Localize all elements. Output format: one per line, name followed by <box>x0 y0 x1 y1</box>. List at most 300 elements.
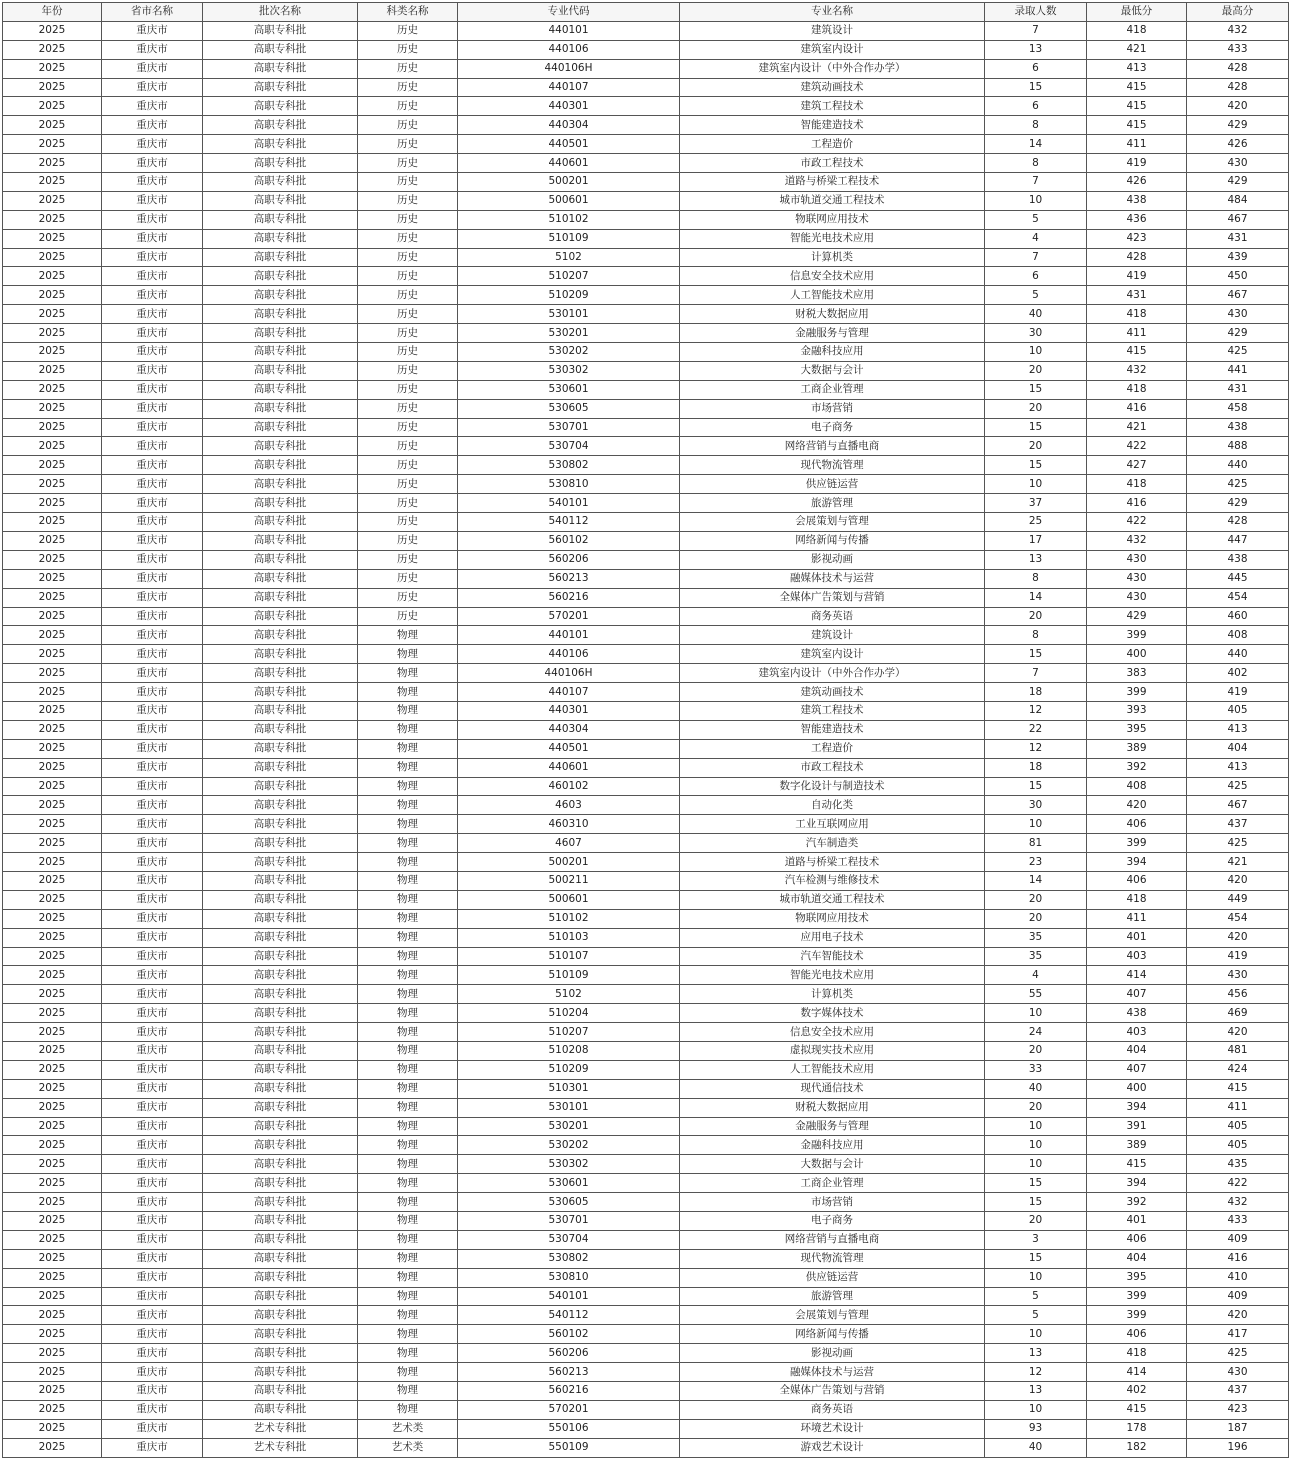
min-score-cell: 394 <box>1087 1098 1187 1117</box>
min-score-cell: 406 <box>1087 815 1187 834</box>
min-score-cell: 408 <box>1087 777 1187 796</box>
major-code-cell: 460310 <box>458 815 680 834</box>
admitted-count-cell: 8 <box>985 154 1087 173</box>
table-row <box>3 985 1289 1004</box>
major-name-cell: 金融科技应用 <box>680 1136 985 1155</box>
major-name-cell: 网络新闻与传播 <box>680 531 985 550</box>
batch-cell: 高职专科批 <box>203 1287 358 1306</box>
min-score-cell: 407 <box>1087 1060 1187 1079</box>
batch-cell: 高职专科批 <box>203 815 358 834</box>
table-row <box>3 135 1289 154</box>
major-code-cell: 440101 <box>458 626 680 645</box>
table-row <box>3 1041 1289 1060</box>
major-code-cell: 560213 <box>458 569 680 588</box>
batch-cell: 高职专科批 <box>203 796 358 815</box>
major-name-cell: 影视动画 <box>680 550 985 569</box>
major-name-cell: 网络新闻与传播 <box>680 1325 985 1344</box>
major-name-cell: 人工智能技术应用 <box>680 1060 985 1079</box>
major-name-cell: 建筑工程技术 <box>680 701 985 720</box>
batch-cell: 高职专科批 <box>203 588 358 607</box>
table-row <box>3 1438 1289 1457</box>
min-score-cell: 406 <box>1087 871 1187 890</box>
category-cell: 历史 <box>358 588 458 607</box>
year-cell: 2025 <box>3 173 102 192</box>
table-row <box>3 248 1289 267</box>
admitted-count-cell: 6 <box>985 59 1087 78</box>
min-score-cell: 411 <box>1087 135 1187 154</box>
batch-cell: 高职专科批 <box>203 1041 358 1060</box>
province-cell: 重庆市 <box>102 947 203 966</box>
province-cell: 重庆市 <box>102 1400 203 1419</box>
major-code-cell: 530601 <box>458 1174 680 1193</box>
min-score-cell: 429 <box>1087 607 1187 626</box>
min-score-cell: 421 <box>1087 40 1187 59</box>
batch-cell: 高职专科批 <box>203 909 358 928</box>
year-cell: 2025 <box>3 475 102 494</box>
table-row <box>3 1400 1289 1419</box>
major-name-cell: 网络营销与直播电商 <box>680 1230 985 1249</box>
year-cell: 2025 <box>3 569 102 588</box>
major-code-cell: 510109 <box>458 229 680 248</box>
min-score-cell: 421 <box>1087 418 1187 437</box>
category-cell: 物理 <box>358 947 458 966</box>
max-score-cell: 454 <box>1187 909 1289 928</box>
table-row <box>3 1098 1289 1117</box>
min-score-cell: 406 <box>1087 1230 1187 1249</box>
table-row <box>3 267 1289 286</box>
min-score-cell: 400 <box>1087 1079 1187 1098</box>
category-cell: 物理 <box>358 664 458 683</box>
province-cell: 重庆市 <box>102 1004 203 1023</box>
province-cell: 重庆市 <box>102 361 203 380</box>
year-cell: 2025 <box>3 985 102 1004</box>
year-cell: 2025 <box>3 664 102 683</box>
min-score-cell: 432 <box>1087 361 1187 380</box>
admitted-count-cell: 40 <box>985 305 1087 324</box>
year-cell: 2025 <box>3 1382 102 1401</box>
table-row <box>3 494 1289 513</box>
batch-cell: 高职专科批 <box>203 1136 358 1155</box>
major-name-cell: 物联网应用技术 <box>680 909 985 928</box>
major-code-cell: 440601 <box>458 758 680 777</box>
province-cell: 重庆市 <box>102 683 203 702</box>
min-score-cell: 392 <box>1087 1193 1187 1212</box>
province-cell: 重庆市 <box>102 456 203 475</box>
table-row <box>3 1117 1289 1136</box>
major-code-cell: 440101 <box>458 21 680 40</box>
province-cell: 重庆市 <box>102 380 203 399</box>
batch-cell: 高职专科批 <box>203 1004 358 1023</box>
batch-cell: 高职专科批 <box>203 248 358 267</box>
year-cell: 2025 <box>3 1325 102 1344</box>
province-cell: 重庆市 <box>102 645 203 664</box>
category-cell: 历史 <box>358 21 458 40</box>
batch-cell: 高职专科批 <box>203 531 358 550</box>
max-score-cell: 426 <box>1187 135 1289 154</box>
major-code-cell: 440501 <box>458 739 680 758</box>
min-score-cell: 415 <box>1087 116 1187 135</box>
max-score-cell: 430 <box>1187 1363 1289 1382</box>
major-name-cell: 汽车智能技术 <box>680 947 985 966</box>
category-cell: 物理 <box>358 815 458 834</box>
batch-cell: 高职专科批 <box>203 229 358 248</box>
min-score-cell: 423 <box>1087 229 1187 248</box>
category-cell: 历史 <box>358 361 458 380</box>
min-score-cell: 419 <box>1087 154 1187 173</box>
min-score-cell: 413 <box>1087 59 1187 78</box>
major-code-cell: 500601 <box>458 890 680 909</box>
max-score-cell: 439 <box>1187 248 1289 267</box>
major-code-cell: 570201 <box>458 607 680 626</box>
category-cell: 物理 <box>358 1268 458 1287</box>
admitted-count-cell: 10 <box>985 815 1087 834</box>
batch-cell: 高职专科批 <box>203 494 358 513</box>
max-score-cell: 408 <box>1187 626 1289 645</box>
major-name-cell: 智能光电技术应用 <box>680 966 985 985</box>
admitted-count-cell: 93 <box>985 1419 1087 1438</box>
max-score-cell: 469 <box>1187 1004 1289 1023</box>
admitted-count-cell: 15 <box>985 78 1087 97</box>
province-cell: 重庆市 <box>102 1249 203 1268</box>
major-name-cell: 计算机类 <box>680 985 985 1004</box>
major-name-cell: 电子商务 <box>680 1212 985 1231</box>
min-score-cell: 422 <box>1087 513 1187 532</box>
major-code-cell: 530704 <box>458 437 680 456</box>
max-score-cell: 458 <box>1187 399 1289 418</box>
batch-cell: 高职专科批 <box>203 116 358 135</box>
max-score-cell: 423 <box>1187 1400 1289 1419</box>
admitted-count-cell: 20 <box>985 361 1087 380</box>
category-cell: 物理 <box>358 1249 458 1268</box>
category-cell: 物理 <box>358 1155 458 1174</box>
table-row <box>3 1306 1289 1325</box>
category-cell: 物理 <box>358 777 458 796</box>
province-cell: 重庆市 <box>102 1136 203 1155</box>
admitted-count-cell: 81 <box>985 834 1087 853</box>
year-cell: 2025 <box>3 1079 102 1098</box>
table-row <box>3 456 1289 475</box>
table-row <box>3 1363 1289 1382</box>
category-cell: 历史 <box>358 40 458 59</box>
province-cell: 重庆市 <box>102 1268 203 1287</box>
table-row <box>3 399 1289 418</box>
admitted-count-cell: 15 <box>985 418 1087 437</box>
batch-cell: 高职专科批 <box>203 305 358 324</box>
table-row <box>3 909 1289 928</box>
batch-cell: 高职专科批 <box>203 1363 358 1382</box>
major-code-cell: 500601 <box>458 191 680 210</box>
min-score-cell: 383 <box>1087 664 1187 683</box>
major-code-cell: 540101 <box>458 1287 680 1306</box>
major-code-cell: 510103 <box>458 928 680 947</box>
max-score-cell: 488 <box>1187 437 1289 456</box>
max-score-cell: 445 <box>1187 569 1289 588</box>
major-name-cell: 工程造价 <box>680 739 985 758</box>
major-name-cell: 信息安全技术应用 <box>680 1023 985 1042</box>
province-cell: 重庆市 <box>102 928 203 947</box>
province-cell: 重庆市 <box>102 815 203 834</box>
admitted-count-cell: 5 <box>985 1287 1087 1306</box>
major-name-cell: 道路与桥梁工程技术 <box>680 853 985 872</box>
category-cell: 历史 <box>358 437 458 456</box>
major-name-cell: 金融服务与管理 <box>680 1117 985 1136</box>
table-row <box>3 777 1289 796</box>
min-score-cell: 418 <box>1087 1344 1187 1363</box>
province-cell: 重庆市 <box>102 418 203 437</box>
max-score-cell: 411 <box>1187 1098 1289 1117</box>
max-score-cell: 424 <box>1187 1060 1289 1079</box>
province-cell: 重庆市 <box>102 40 203 59</box>
min-score-cell: 418 <box>1087 380 1187 399</box>
province-cell: 重庆市 <box>102 1363 203 1382</box>
province-cell: 重庆市 <box>102 191 203 210</box>
min-score-cell: 399 <box>1087 683 1187 702</box>
year-cell: 2025 <box>3 1004 102 1023</box>
province-cell: 重庆市 <box>102 1212 203 1231</box>
admitted-count-cell: 20 <box>985 1041 1087 1060</box>
batch-cell: 高职专科批 <box>203 947 358 966</box>
max-score-cell: 421 <box>1187 853 1289 872</box>
major-name-cell: 金融科技应用 <box>680 343 985 362</box>
major-name-cell: 智能光电技术应用 <box>680 229 985 248</box>
min-score-cell: 414 <box>1087 966 1187 985</box>
max-score-cell: 429 <box>1187 173 1289 192</box>
major-code-cell: 530202 <box>458 343 680 362</box>
min-score-cell: 404 <box>1087 1249 1187 1268</box>
major-code-cell: 440601 <box>458 154 680 173</box>
table-row <box>3 1023 1289 1042</box>
min-score-cell: 391 <box>1087 1117 1187 1136</box>
max-score-cell: 402 <box>1187 664 1289 683</box>
batch-cell: 高职专科批 <box>203 267 358 286</box>
province-cell: 重庆市 <box>102 871 203 890</box>
major-name-cell: 工程造价 <box>680 135 985 154</box>
admitted-count-cell: 10 <box>985 1400 1087 1419</box>
header-admitted: 录取人数 <box>985 3 1087 22</box>
major-code-cell: 530704 <box>458 1230 680 1249</box>
table-row <box>3 588 1289 607</box>
max-score-cell: 437 <box>1187 1382 1289 1401</box>
year-cell: 2025 <box>3 267 102 286</box>
max-score-cell: 432 <box>1187 1193 1289 1212</box>
batch-cell: 高职专科批 <box>203 1400 358 1419</box>
year-cell: 2025 <box>3 116 102 135</box>
major-name-cell: 供应链运营 <box>680 475 985 494</box>
year-cell: 2025 <box>3 645 102 664</box>
table-row <box>3 853 1289 872</box>
year-cell: 2025 <box>3 1344 102 1363</box>
province-cell: 重庆市 <box>102 229 203 248</box>
max-score-cell: 467 <box>1187 286 1289 305</box>
batch-cell: 高职专科批 <box>203 928 358 947</box>
table-row <box>3 1155 1289 1174</box>
major-name-cell: 市政工程技术 <box>680 154 985 173</box>
major-name-cell: 融媒体技术与运营 <box>680 1363 985 1382</box>
table-row <box>3 305 1289 324</box>
batch-cell: 高职专科批 <box>203 513 358 532</box>
max-score-cell: 415 <box>1187 1079 1289 1098</box>
table-row <box>3 569 1289 588</box>
admitted-count-cell: 15 <box>985 1249 1087 1268</box>
table-row <box>3 78 1289 97</box>
max-score-cell: 431 <box>1187 380 1289 399</box>
year-cell: 2025 <box>3 947 102 966</box>
max-score-cell: 425 <box>1187 343 1289 362</box>
admitted-count-cell: 13 <box>985 1382 1087 1401</box>
admitted-count-cell: 15 <box>985 1174 1087 1193</box>
province-cell: 重庆市 <box>102 59 203 78</box>
min-score-cell: 418 <box>1087 890 1187 909</box>
major-code-cell: 5102 <box>458 985 680 1004</box>
admitted-count-cell: 6 <box>985 97 1087 116</box>
max-score-cell: 413 <box>1187 720 1289 739</box>
min-score-cell: 430 <box>1087 588 1187 607</box>
category-cell: 历史 <box>358 418 458 437</box>
max-score-cell: 454 <box>1187 588 1289 607</box>
province-cell: 重庆市 <box>102 550 203 569</box>
batch-cell: 高职专科批 <box>203 550 358 569</box>
province-cell: 重庆市 <box>102 21 203 40</box>
province-cell: 重庆市 <box>102 135 203 154</box>
major-code-cell: 530601 <box>458 380 680 399</box>
batch-cell: 高职专科批 <box>203 97 358 116</box>
major-code-cell: 510207 <box>458 1023 680 1042</box>
admitted-count-cell: 10 <box>985 1325 1087 1344</box>
max-score-cell: 467 <box>1187 210 1289 229</box>
max-score-cell: 433 <box>1187 40 1289 59</box>
major-name-cell: 汽车制造类 <box>680 834 985 853</box>
batch-cell: 高职专科批 <box>203 1079 358 1098</box>
batch-cell: 高职专科批 <box>203 777 358 796</box>
major-code-cell: 510107 <box>458 947 680 966</box>
batch-cell: 高职专科批 <box>203 40 358 59</box>
max-score-cell: 420 <box>1187 97 1289 116</box>
year-cell: 2025 <box>3 1155 102 1174</box>
major-code-cell: 510207 <box>458 267 680 286</box>
table-row <box>3 720 1289 739</box>
province-cell: 重庆市 <box>102 1438 203 1457</box>
major-name-cell: 数字媒体技术 <box>680 1004 985 1023</box>
min-score-cell: 426 <box>1087 173 1187 192</box>
table-row <box>3 871 1289 890</box>
major-name-cell: 现代通信技术 <box>680 1079 985 1098</box>
batch-cell: 高职专科批 <box>203 1117 358 1136</box>
province-cell: 重庆市 <box>102 267 203 286</box>
batch-cell: 高职专科批 <box>203 1382 358 1401</box>
major-code-cell: 440301 <box>458 97 680 116</box>
max-score-cell: 420 <box>1187 871 1289 890</box>
max-score-cell: 410 <box>1187 1268 1289 1287</box>
major-name-cell: 建筑动画技术 <box>680 683 985 702</box>
major-code-cell: 440106 <box>458 645 680 664</box>
year-cell: 2025 <box>3 305 102 324</box>
year-cell: 2025 <box>3 1136 102 1155</box>
major-name-cell: 大数据与会计 <box>680 1155 985 1174</box>
batch-cell: 高职专科批 <box>203 626 358 645</box>
major-name-cell: 现代物流管理 <box>680 1249 985 1268</box>
table-row <box>3 1174 1289 1193</box>
admitted-count-cell: 10 <box>985 1136 1087 1155</box>
admitted-count-cell: 20 <box>985 890 1087 909</box>
major-name-cell: 计算机类 <box>680 248 985 267</box>
year-cell: 2025 <box>3 1023 102 1042</box>
year-cell: 2025 <box>3 758 102 777</box>
admitted-count-cell: 20 <box>985 607 1087 626</box>
province-cell: 重庆市 <box>102 664 203 683</box>
major-code-cell: 530810 <box>458 475 680 494</box>
year-cell: 2025 <box>3 1230 102 1249</box>
batch-cell: 高职专科批 <box>203 701 358 720</box>
admitted-count-cell: 10 <box>985 1268 1087 1287</box>
admitted-count-cell: 20 <box>985 437 1087 456</box>
major-code-cell: 440107 <box>458 683 680 702</box>
max-score-cell: 187 <box>1187 1419 1289 1438</box>
category-cell: 物理 <box>358 890 458 909</box>
major-name-cell: 建筑室内设计 <box>680 645 985 664</box>
province-cell: 重庆市 <box>102 626 203 645</box>
max-score-cell: 435 <box>1187 1155 1289 1174</box>
major-name-cell: 智能建造技术 <box>680 720 985 739</box>
year-cell: 2025 <box>3 871 102 890</box>
table-row <box>3 1249 1289 1268</box>
province-cell: 重庆市 <box>102 1419 203 1438</box>
batch-cell: 高职专科批 <box>203 1098 358 1117</box>
province-cell: 重庆市 <box>102 173 203 192</box>
category-cell: 物理 <box>358 739 458 758</box>
admitted-count-cell: 24 <box>985 1023 1087 1042</box>
major-code-cell: 4607 <box>458 834 680 853</box>
major-name-cell: 建筑设计 <box>680 21 985 40</box>
min-score-cell: 404 <box>1087 1041 1187 1060</box>
category-cell: 物理 <box>358 1117 458 1136</box>
max-score-cell: 428 <box>1187 59 1289 78</box>
major-name-cell: 环境艺术设计 <box>680 1419 985 1438</box>
major-name-cell: 供应链运营 <box>680 1268 985 1287</box>
major-name-cell: 游戏艺术设计 <box>680 1438 985 1457</box>
category-cell: 历史 <box>358 569 458 588</box>
max-score-cell: 430 <box>1187 305 1289 324</box>
admitted-count-cell: 15 <box>985 645 1087 664</box>
min-score-cell: 178 <box>1087 1419 1187 1438</box>
major-name-cell: 物联网应用技术 <box>680 210 985 229</box>
category-cell: 历史 <box>358 135 458 154</box>
year-cell: 2025 <box>3 607 102 626</box>
batch-cell: 高职专科批 <box>203 1060 358 1079</box>
year-cell: 2025 <box>3 739 102 758</box>
max-score-cell: 428 <box>1187 513 1289 532</box>
major-code-cell: 440301 <box>458 701 680 720</box>
province-cell: 重庆市 <box>102 154 203 173</box>
batch-cell: 高职专科批 <box>203 475 358 494</box>
category-cell: 历史 <box>358 305 458 324</box>
batch-cell: 高职专科批 <box>203 664 358 683</box>
batch-cell: 高职专科批 <box>203 1212 358 1231</box>
batch-cell: 艺术专科批 <box>203 1419 358 1438</box>
major-code-cell: 530802 <box>458 456 680 475</box>
table-row <box>3 1344 1289 1363</box>
admitted-count-cell: 10 <box>985 475 1087 494</box>
year-cell: 2025 <box>3 248 102 267</box>
min-score-cell: 394 <box>1087 1174 1187 1193</box>
admitted-count-cell: 7 <box>985 664 1087 683</box>
admitted-count-cell: 30 <box>985 796 1087 815</box>
batch-cell: 高职专科批 <box>203 437 358 456</box>
year-cell: 2025 <box>3 796 102 815</box>
major-code-cell: 4603 <box>458 796 680 815</box>
category-cell: 艺术类 <box>358 1438 458 1457</box>
table-row <box>3 1268 1289 1287</box>
category-cell: 物理 <box>358 1060 458 1079</box>
